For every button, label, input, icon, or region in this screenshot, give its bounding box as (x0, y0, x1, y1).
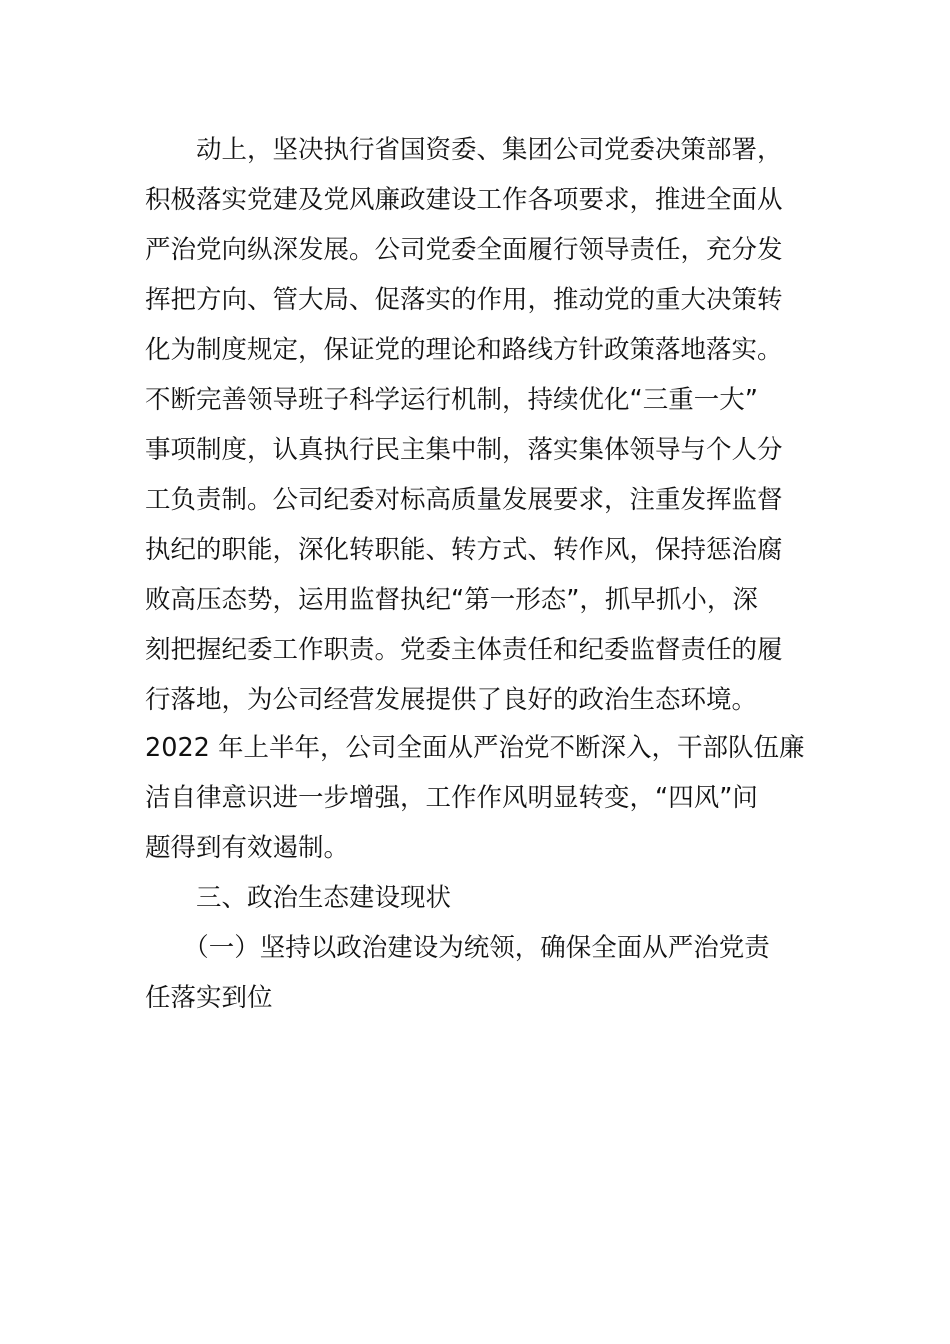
subsection-heading: （一）坚持以政治建设为统领，确保全面从严治党责 (145, 933, 770, 963)
subsection-heading-continued: 任落实到位 (145, 983, 273, 1013)
text-line: 2022 年上半年，公司全面从严治党不断深入，干部队伍廉 (145, 733, 805, 763)
text-line: 积极落实党建及党风廉政建设工作各项要求，推进全面从 (145, 185, 783, 215)
text-line: 严治党向纵深发展。公司党委全面履行领导责任，充分发 (145, 235, 783, 265)
text-line: 败高压态势，运用监督执纪“第一形态”，抓早抓小，深 (145, 585, 758, 615)
text-line: 动上，坚决执行省国资委、集团公司党委决策部署， (145, 135, 783, 165)
text-line: 洁自律意识进一步增强，工作作风明显转变，“四风”问 (145, 783, 758, 813)
text-line: 不断完善领导班子科学运行机制，持续优化“三重一大” (145, 385, 758, 415)
text-line: 题得到有效遏制。 (145, 833, 350, 863)
text-line: 工负责制。公司纪委对标高质量发展要求，注重发挥监督 (145, 485, 783, 515)
text-line: 挥把方向、管大局、促落实的作用，推动党的重大决策转 (145, 285, 783, 315)
text-line: 执纪的职能，深化转职能、转方式、转作风，保持惩治腐 (145, 535, 783, 565)
section-heading: 三、政治生态建设现状 (145, 883, 452, 913)
text-line: 行落地，为公司经营发展提供了良好的政治生态环境。 (145, 685, 758, 715)
text-line: 事项制度，认真执行民主集中制，落实集体领导与个人分 (145, 435, 783, 465)
text-line: 刻把握纪委工作职责。党委主体责任和纪委监督责任的履 (145, 635, 783, 665)
text-line: 化为制度规定，保证党的理论和路线方针政策落地落实。 (145, 335, 783, 365)
